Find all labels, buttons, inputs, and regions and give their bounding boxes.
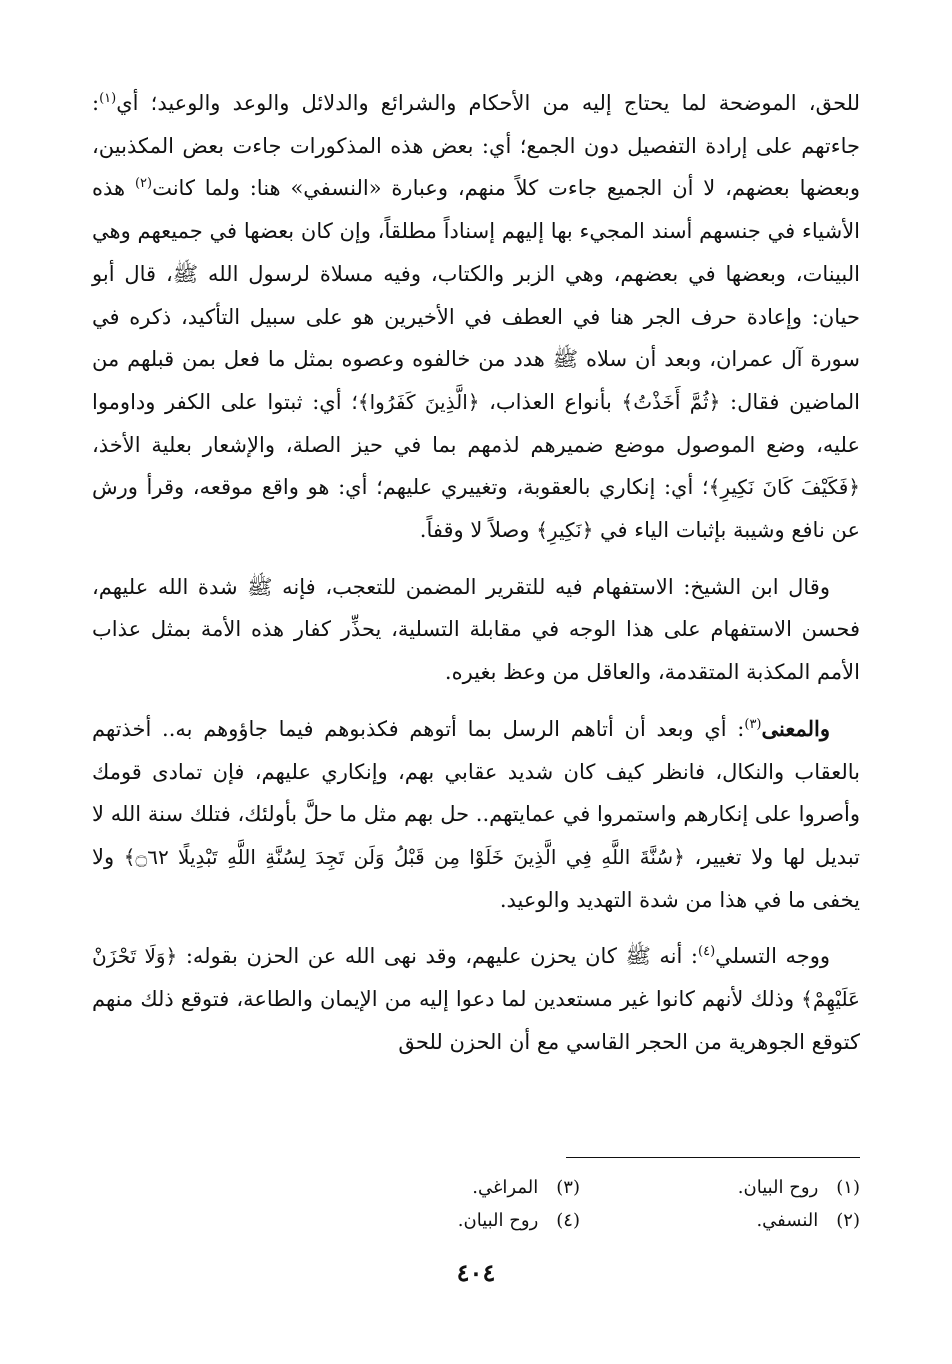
quran-verse-quote: ﴿نَكِيرِ﴾ <box>536 518 594 543</box>
footnote-reference: (٤) <box>698 944 716 960</box>
quran-verse-quote: ﴿فَكَيْفَ كَانَ نَكِيرِ﴾ <box>708 475 861 500</box>
footnote-source: النسفي. <box>756 1210 819 1231</box>
footnote-separator-line <box>566 1157 860 1158</box>
footnotes-section <box>300 1171 860 1237</box>
text-run: بأنواع العذاب، <box>479 389 622 414</box>
footnote-item <box>300 1204 580 1237</box>
quran-verse-quote: ﴿الَّذِينَ كَفَرُوا﴾ <box>357 389 480 414</box>
footnote-reference: (٣) <box>744 716 762 732</box>
text-run: : أنه ﷺ كان يحزن عليهم، وقد نهى الله عن الحزن بقوله: <box>177 944 698 969</box>
text-run: وقال ابن الشيخ: الاستفهام فيه للتقرير المضمن للتعجب، فإنه ﷺ شدة الله عليهم، فحسن الاستفهام على هذا الوجه في مقابلة التسلية، يحذِّر كفار هذه الأمة بمثل عذاب الأمم المكذبة المتقدمة، والعاقل من وعظ بغيره. <box>92 574 860 685</box>
text-run: ووجه التسلي <box>715 944 830 969</box>
text-paragraph <box>92 708 860 922</box>
footnote-reference: (٢) <box>134 176 153 192</box>
main-text-body <box>92 82 860 1063</box>
quran-verse-quote: ﴿سُنَّةَ اللَّهِ فِي الَّذِينَ خَلَوْا مِن قَبْلُ وَلَن تَجِدَ لِسُنَّةِ اللَّهِ تَبْدِيلًا ۝٦٢﴾ <box>123 844 685 869</box>
footnote-item <box>300 1171 580 1204</box>
bold-term: والمعنى <box>761 715 830 741</box>
footnote-source: المراغي. <box>472 1177 539 1198</box>
footnote-reference: (١) <box>99 91 117 106</box>
footnote-number: (١) <box>836 1177 860 1198</box>
text-paragraph <box>92 935 860 1063</box>
text-paragraph <box>92 566 860 694</box>
text-run: ؛ أي: ثبتوا على الكفر وداوموا عليه، وضع الموصول موضع ضميرهم لذمهم بما في حيز الصلة، والإشعار بعلية الأخذ، <box>92 389 860 457</box>
text-paragraph <box>92 82 860 552</box>
quran-verse-quote: ﴿ثُمَّ أَخَذْتُ﴾ <box>621 389 721 414</box>
footnote-source: روح البيان. <box>457 1210 539 1231</box>
text-run: ؛ أي: إنكاري بالعقوبة، وتغييري عليهم؛ أي: هو واقع موقعه، وقرأ ورش عن نافع وشيبة بإثبات الياء في <box>92 475 860 543</box>
footnote-item <box>580 1204 860 1237</box>
quran-verse-quote: ﴿وَلَا تَحْزَنْ عَلَيْهِمْ﴾ <box>92 944 860 1012</box>
text-run: : أي وبعد أن أتاهم الرسل بما أتوهم فكذبوهم فيما جاؤوهم به.. أخذتهم بالعقاب والنكال، فانظر كيف كان شديد عقابي بهم، وإنكاري عليهم، فإن تمادى قومك وأصروا على إنكارهم واستمروا في عمايتهم.. حل بهم مثل ما حلَّ بأولئك، فتلك سنة الله لا تبديل لها ولا تغيير، <box>92 716 860 869</box>
footnote-number: (٢) <box>836 1210 860 1231</box>
text-run: ولا يخفى ما في هذا من شدة التهديد والوعيد. <box>92 844 860 912</box>
text-run: وصلاً لا وقفاً. <box>419 518 537 543</box>
footnote-number: (٤) <box>556 1210 580 1231</box>
text-run: هذه الأشياء في جنسهم أسند المجيء بها إليهم إسناداً مطلقاً، وإن كان بعضها في جميعهم وهي البينات، وبعضها في بعضهم، وهي الزبر والكتاب، وفيه مسلاة لرسول الله ﷺ، قال أبو حيان: وإعادة حرف الجر هنا في العطف في الأخيرين هو على سبيل التأكيد، ذكره في سورة آل عمران، وبعد أن سلاه ﷺ هدد من خالفوه وعصوه بمثل ما فعل بمن قبلهم من الماضين فقال: <box>92 176 861 414</box>
page-number: ٤٠٤ <box>456 1258 496 1287</box>
footnote-number: (٣) <box>556 1177 580 1198</box>
footnote-item <box>580 1171 860 1204</box>
text-run: وذلك لأنهم كانوا غير مستعدين لما دعوا إليه من الإيمان والطاعة، فتوقع ذلك منهم كتوقع الجوهرية من الحجر القاسي مع أن الحزن للحق <box>92 987 860 1054</box>
text-run: : جاءتهم على إرادة التفصيل دون الجمع؛ أي: بعض هذه المذكورات جاءت بعض المكذبين، وبعضها بعضهم، لا أن الجميع جاءت كلاً منهم، وعبارة «النسفي» هنا: ولما كانت <box>92 91 860 201</box>
footnote-source: روح البيان. <box>737 1177 819 1198</box>
text-run: للحق، الموضحة لما يحتاج إليه من الأحكام والشرائع والدلائل والوعد والوعيد؛ أي <box>116 91 860 115</box>
